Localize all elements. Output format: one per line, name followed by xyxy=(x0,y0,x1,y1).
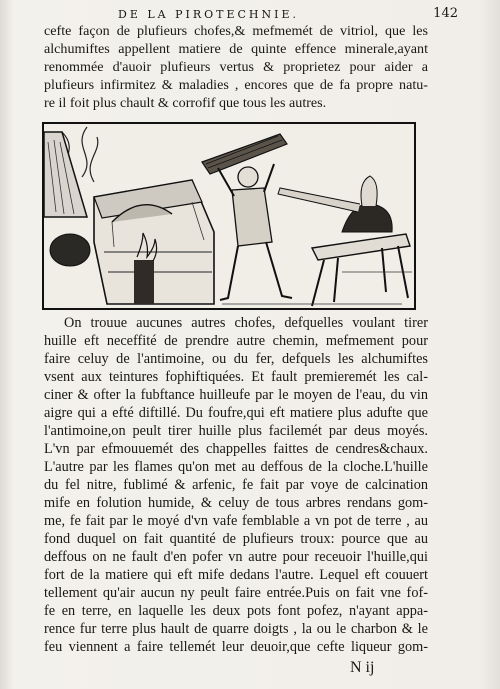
text-line: fe en terre, en laquelle les deux pots font pofez, n'ayant appa- xyxy=(44,603,428,619)
text-line: fond duquel on fait quantité de plufieurs troux: pource que au xyxy=(44,531,428,547)
text-line: L'autre par les flames qu'on met au deffous de la cloche.L'huille xyxy=(44,459,428,475)
text-line: mife en folution humide, & celuy de tous arbres rendans gom- xyxy=(44,495,428,511)
text-line: plufieurs infirmitez & maladies , encores que de fa propre natu- xyxy=(44,77,428,93)
page-number: 142 xyxy=(433,6,458,21)
text-line: faire celuy de l'antimoine, ou du fer, defquels les alchumiftes xyxy=(44,351,428,367)
text-line: feu viennent a faire tellemét leur deuoir,que cefte liqueur gom- xyxy=(44,639,428,655)
text-line: deffous on ne fault d'en pofer vn autre pour receuoir l'huille,qui xyxy=(44,549,428,565)
text-line: fort de la matiere qui eft mife dedans l'autre. Lequel eft couuert xyxy=(44,567,428,583)
text-line: du fel nitre, fublimé & arfenic, fe fait par voye de calcination xyxy=(44,477,428,493)
text-line: alchumiftes appellent matiere de quinte effence minerale,ayant xyxy=(44,41,428,57)
text-line: re il foit plus chault & corrofif que tous les autres. xyxy=(44,95,327,111)
text-line: me, fe fait par le moyé d'vn vafe femblable a vn pot de terre , au xyxy=(44,513,428,529)
paragraph-2 xyxy=(44,314,428,656)
running-title: DE LA PIROTECHNIE. xyxy=(118,8,300,21)
text-line: renommée d'auoir plufieurs vertus & proprietez pour aider a xyxy=(44,59,428,75)
signature-mark: N ij xyxy=(350,659,375,676)
text-line: tellement qu'air aucun ny peult faire entrée.Puis on fait vne fof- xyxy=(44,585,428,601)
text-line: rence fur terre plus hault de quarre doigts , la ou le charbon & le xyxy=(44,621,428,637)
text-line: L'vn par efmouuemét des chappelles faittes de cendres&chaux. xyxy=(44,441,428,457)
text-line: l'antimoine,on peult tirer huille plus facilemét par deus moyés. xyxy=(44,423,428,439)
text-line: ciner & ofter la fubftance huilleufe par le moyen de l'eau, du vin xyxy=(44,387,428,403)
text-line: aigre qui a efté diftillé. Du foufre,qui eft matiere plus adufte que xyxy=(44,405,428,421)
paragraph-1 xyxy=(44,22,428,112)
text-line: vsent aux teintures fophiftiquées. Et fault premieremét les cal- xyxy=(44,369,428,385)
text-line: On trouue aucunes autres chofes, defquelles voulant tirer xyxy=(64,315,428,331)
text-line: huille eft neceffité de prendre autre chemin, mefmement pour xyxy=(44,333,428,349)
text-line: cefte façon de plufieurs chofes,& mefmemét de vitriol, que les xyxy=(44,23,428,39)
woodcut-illustration xyxy=(42,122,416,310)
